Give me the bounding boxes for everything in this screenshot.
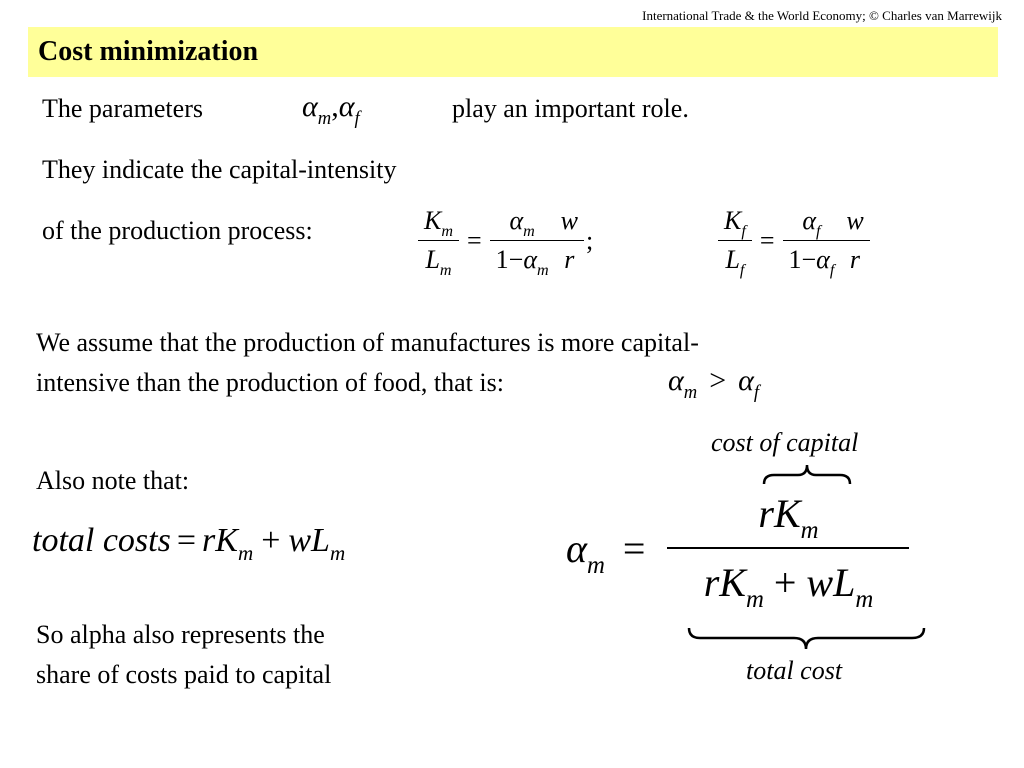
fraction-alpha-m: $\frac{\alpha_m}{1-\alpha_m}$ <box>490 206 555 275</box>
fraction-w-over-r: $\frac{w}{r}$ <box>840 206 869 275</box>
equals-sign: = <box>759 225 775 255</box>
copyright-notice: International Trade & the World Economy; © Charles van Marrewijk <box>642 8 1002 23</box>
para3-text: of the production process: <box>42 216 313 245</box>
total-costs-label: total costs <box>32 522 171 559</box>
formula-food <box>718 206 870 280</box>
alpha-symbol: α <box>338 90 355 123</box>
alpha-inequality: $\alpha_m > \alpha_f$ <box>668 364 760 404</box>
total-costs-equation: total costs = $rK_m + wL_m$ <box>32 522 346 566</box>
fraction-k-over-l-f: $\frac{K_f}{L_f}$ <box>718 206 752 275</box>
semicolon: ; <box>585 225 594 255</box>
alpha-share-formula: $\alpha_m$ = $\frac{rK_m}{rK_m + wL_m}$ <box>562 490 909 606</box>
alpha-parameters <box>302 90 360 130</box>
para4-line2: intensive than the production of food, that is: <box>36 368 504 397</box>
alpha-symbol: α <box>302 90 318 123</box>
cost-of-capital-label: cost of capital <box>711 428 859 457</box>
para2-text: They indicate the capital-intensity <box>42 155 397 184</box>
fraction-capital-share: $\frac{rK_m}{rK_m + wL_m}$ <box>667 490 909 606</box>
para1-text-b: play an important role. <box>452 94 689 123</box>
cost-of-capital-brace <box>762 462 852 486</box>
slide-title: Cost minimization <box>38 36 259 67</box>
para5-text: Also note that: <box>36 466 190 495</box>
fraction-w-over-r: $\frac{w}{r}$ <box>555 206 584 275</box>
para6-line1: So alpha also represents the <box>36 620 325 649</box>
sub-m: m <box>317 108 332 130</box>
formula-manufactures <box>418 206 595 280</box>
equals-sign: = <box>466 225 482 255</box>
total-cost-label: total cost <box>746 656 843 685</box>
para4-line1: We assume that the production of manufactures is more capital- <box>36 328 699 357</box>
total-cost-brace <box>686 626 928 652</box>
fraction-k-over-l-m: $\frac{K_m}{L_m}$ <box>418 206 459 275</box>
fraction-alpha-f: $\frac{\alpha_f}{1-\alpha_f}$ <box>783 206 841 275</box>
para6-line2: share of costs paid to capital <box>36 660 332 689</box>
greater-than-sign: > <box>709 364 727 397</box>
sub-f: f <box>354 108 360 130</box>
comma: , <box>331 90 339 123</box>
para1-text-a: The parameters <box>42 94 203 123</box>
